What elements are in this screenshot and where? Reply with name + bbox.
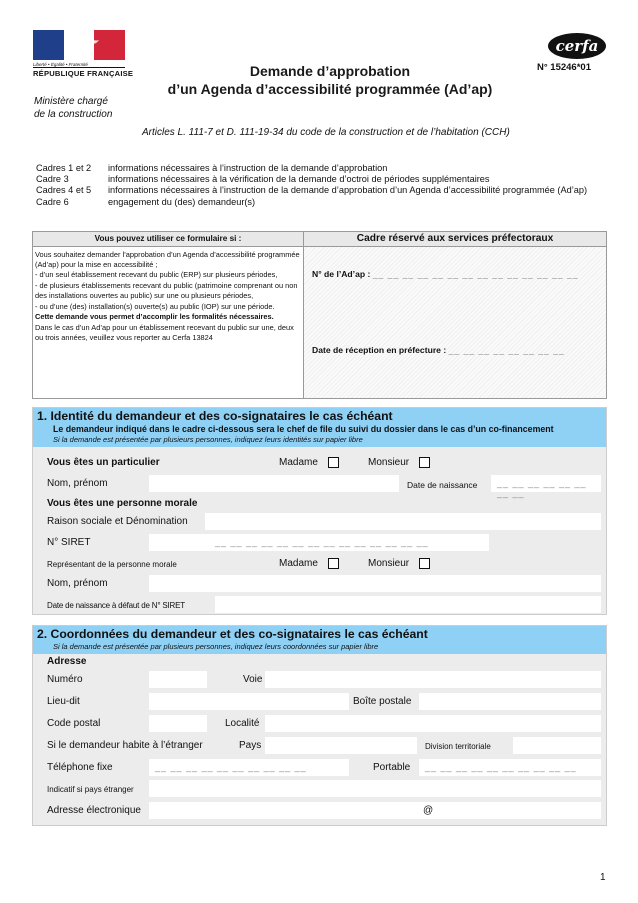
date-defaut-row — [33, 595, 606, 615]
monsieur-label: Monsieur — [368, 457, 410, 468]
nom-prenom-row — [33, 474, 606, 498]
nom-prenom-label: Nom, prénom — [47, 578, 108, 589]
adresse-row — [33, 655, 606, 669]
raison-sociale-input[interactable] — [205, 513, 601, 530]
lieu-dit-row — [33, 692, 606, 712]
pays-label: Pays — [239, 740, 262, 751]
particulier-row — [33, 453, 606, 473]
code-postal-label: Code postal — [47, 718, 101, 729]
section1-subtitle: Le demandeur indiqué dans le cadre ci-dessous sera le chef de file du suivi du dossier dans le cas d’un co-financement — [53, 424, 554, 434]
cerfa-logo: cerfa — [548, 33, 606, 59]
division-input[interactable] — [513, 737, 601, 754]
siret-input[interactable]: __ __ __ __ __ __ __ __ __ __ __ __ __ __ — [149, 534, 489, 551]
raison-sociale-row — [33, 512, 606, 532]
telephone-row — [33, 758, 606, 778]
portable-input[interactable]: __ __ __ __ __ __ __ __ __ __ — [419, 759, 601, 776]
adresse-label: Adresse — [47, 656, 87, 667]
usage-header: Vous pouvez utiliser ce formulaire si : — [33, 232, 303, 247]
date-defaut-input[interactable] — [215, 596, 601, 613]
tel-fixe-input[interactable]: __ __ __ __ __ __ __ __ __ __ — [149, 759, 349, 776]
reception-date-field: Date de réception en préfecture : __ __ __ __ __ __ __ __ — [312, 345, 565, 355]
tel-fixe-label: Téléphone fixe — [47, 762, 113, 773]
siret-row — [33, 533, 606, 553]
usage-text: - d’un seul établissement recevant du public (ERP) sur plusieurs périodes, — [35, 270, 278, 280]
cadre-row: Cadres 1 et 2 informations nécessaires à l’instruction de la demande d’approbation — [36, 163, 388, 173]
nom-prenom-label: Nom, prénom — [47, 478, 108, 489]
email-label: Adresse électronique — [47, 805, 141, 816]
usage-info-box — [32, 231, 607, 399]
lieu-dit-label: Lieu-dit — [47, 696, 80, 707]
voie-input[interactable] — [265, 671, 601, 688]
lieu-dit-input[interactable] — [149, 693, 349, 710]
date-defaut-label: Date de naissance à défaut de N° SIRET — [47, 601, 185, 610]
section1-title: 1. Identité du demandeur et des co-signataires le cas échéant — [37, 409, 393, 423]
voie-label: Voie — [243, 674, 263, 685]
section2-header — [33, 626, 606, 654]
monsieur-label: Monsieur — [368, 558, 410, 569]
ministry-label: Ministère chargé de la construction — [34, 96, 113, 120]
republique-francaise-logo — [33, 30, 134, 82]
representant-label: Représentant de la personne morale — [47, 560, 177, 569]
section1-header — [33, 408, 606, 447]
usage-text: Vous souhaitez demander l’approbation d’un Agenda d’accessibilité programmée (Ad’ap) pour la mise en accessibilité ; — [35, 250, 300, 269]
morale-row — [33, 494, 606, 514]
republic-name: RÉPUBLIQUE FRANÇAISE — [33, 69, 134, 78]
division-label: Division territoriale — [425, 742, 491, 751]
usage-conditions — [33, 232, 304, 398]
section-identite — [32, 407, 607, 615]
madame-checkbox[interactable] — [328, 457, 339, 468]
usage-text: - ou d’une (des) installation(s) ouverte(s) au public (IOP) sur une période. — [35, 301, 275, 311]
siret-label: N° SIRET — [47, 537, 91, 548]
cadre-row: Cadre 6 engagement du (des) demandeur(s) — [36, 196, 256, 207]
numero-label: Numéro — [47, 674, 83, 685]
usage-text: Dans le cas d’un Ad’ap pour un établissement recevant du public sur une, deux ou trois années, veuillez vous reporter au Cerfa 13824 — [35, 323, 294, 342]
portable-label: Portable — [373, 762, 411, 773]
particulier-label: Vous êtes un particulier — [47, 457, 160, 468]
email-input[interactable] — [149, 802, 601, 819]
section2-note: Si la demande est présentée par plusieurs personnes, indiquez leurs coordonnées sur papier libre — [53, 642, 379, 651]
section-coordonnees — [32, 625, 607, 826]
republic-motto: Liberté • Égalité • Fraternité — [33, 62, 88, 67]
monsieur-checkbox[interactable] — [419, 457, 430, 468]
numero-voie-row — [33, 670, 606, 690]
nom-prenom-representant-row — [33, 574, 606, 594]
madame-label: Madame — [279, 558, 318, 569]
representant-row — [33, 554, 606, 574]
usage-text: - de plusieurs établissements recevant du public (patrimoine comprenant ou non des installations ouvertes au public) sur une ou plusieurs périodes, — [35, 281, 298, 300]
code-postal-input[interactable] — [149, 715, 207, 732]
etranger-label: Si le demandeur habite à l’étranger — [47, 740, 203, 751]
cadre-row: Cadre 3 informations nécessaires à la vérification de la demande d’octroi de périodes supplémentaires — [36, 174, 490, 185]
prefecture-reserved — [304, 232, 606, 398]
page-number: 1 — [600, 872, 606, 883]
email-row — [33, 801, 606, 821]
section1-note: Si la demande est présentée par plusieurs personnes, indiquez leurs identités sur papier libre — [53, 435, 363, 444]
usage-text-bold: Cette demande vous permet d’accomplir les formalités nécessaires. — [35, 312, 274, 322]
etranger-row — [33, 736, 606, 756]
code-postal-row — [33, 714, 606, 734]
section2-title: 2. Coordonnées du demandeur et des co-signataires le cas échéant — [37, 627, 428, 641]
at-sign: @ — [423, 805, 434, 816]
form-title: Demande d’approbation d’un Agenda d’accessibilité programmée (Ad’ap) — [167, 63, 493, 97]
morale-label: Vous êtes une personne morale — [47, 498, 198, 509]
indicatif-label: Indicatif si pays étranger — [47, 785, 134, 794]
cerfa-number: N° 15246*01 — [537, 62, 591, 73]
cadre-row: Cadres 4 et 5 informations nécessaires à l’instruction de la demande d’approbation d’un Agenda d’accessibilité programmée (Ad’ap) — [36, 185, 588, 196]
marianne-icon — [59, 32, 101, 60]
date-naissance-label: Date de naissance — [407, 480, 478, 490]
indicatif-input[interactable] — [149, 780, 601, 797]
pays-input[interactable] — [265, 737, 417, 754]
localite-label: Localité — [225, 718, 260, 729]
madame-label: Madame — [279, 457, 318, 468]
prefecture-header: Cadre réservé aux services préfectoraux — [304, 232, 606, 247]
boite-postale-label: Boîte postale — [353, 696, 412, 707]
legal-articles: Articles L. 111-7 et D. 111-19-34 du code de la construction et de l’habitation (CCH) — [142, 127, 510, 138]
cadres-list — [36, 163, 587, 208]
adap-number-field: N° de l’Ad’ap : __ __ __ __ __ __ __ __ __ __ __ __ __ __ — [312, 269, 579, 279]
indicatif-row — [33, 779, 606, 799]
nom-prenom-input[interactable] — [149, 475, 399, 492]
madame-checkbox[interactable] — [328, 558, 339, 569]
boite-postale-input[interactable] — [419, 693, 601, 710]
nom-prenom-representant-input[interactable] — [149, 575, 601, 592]
numero-input[interactable] — [149, 671, 207, 688]
monsieur-checkbox[interactable] — [419, 558, 430, 569]
date-naissance-input[interactable]: __ __ __ __ __ __ __ __ — [491, 475, 601, 492]
raison-sociale-label: Raison sociale et Dénomination — [47, 516, 188, 527]
localite-input[interactable] — [265, 715, 601, 732]
